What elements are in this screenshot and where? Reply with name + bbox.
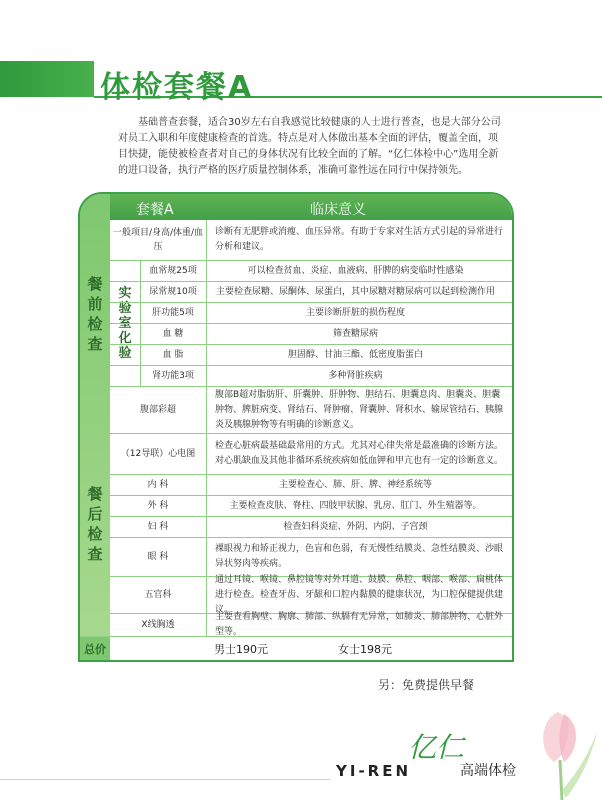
row-item: （12导联）心电图 (110, 434, 207, 474)
row-desc: 可以检查贫血、炎症、血液病、肝脾的病变临时性感染 (247, 265, 464, 276)
row-item: 妇 科 (110, 517, 207, 537)
row-desc: 腹部B超对脂肪肝、肝囊肿、肝肿物、胆结石、胆囊息肉、胆囊炎、胆囊肿物、脾脏病变、肾结石、肾肿瘤、肾囊肿、肾积水、输尿管结石、胰腺炎及胰腺肿物等有明确的诊断意义。 (215, 389, 504, 430)
row-desc: 通过耳镜、喉镜、鼻腔镜等对外耳道、鼓膜、鼻腔、咽部、喉部、扁桃体进行检查。检查牙齿、牙龈和口腔内黏膜的健康状况，为口腔保健提供建议。 (215, 574, 504, 615)
row-desc: 主要诊断肝脏的损伤程度 (305, 307, 405, 318)
footer-divider (0, 779, 330, 780)
price-female: 女士198元 (338, 643, 392, 656)
row-item: 血 脂 (140, 345, 207, 365)
row-item: 眼 科 (110, 538, 207, 576)
row-desc: 检查妇科炎症、外阴、内阴、子宫颈 (283, 521, 428, 532)
price-male: 男士190元 (214, 643, 268, 656)
row-item: 尿常规10项 (140, 282, 207, 302)
intro-paragraph: 基础普查套餐，适合30岁左右自我感觉比较健康的人士进行普查，也是大部分公司对员工入职和年度健康检查的首选。特点是对人体做出基本全面的评估，覆盖全面，项目快捷，能使被检查者对自己的身体状况有比较全面的了解。“亿仁体检中心”选用全新的进口设备，执行严格的医疗质量控制体系，准确可靠性远在同行中保持领先。 (118, 117, 501, 176)
section-label-pre: 餐前检查 (87, 275, 103, 353)
brand-logo-cn: 高端体检 (460, 763, 516, 779)
row-desc: 主要检查皮肤、脊柱、四肢甲状腺、乳房、肛门、外生殖器等。 (229, 500, 482, 511)
header-clinical: 临床意义 (310, 202, 366, 218)
row-desc: 主要检查心、肺、肝、脾、神经系统等 (278, 479, 432, 490)
total-row (80, 636, 512, 661)
table-row (110, 614, 512, 636)
row-desc: 主要查看胸壁、胸廓、肺部、纵膈有无异常，如肺炎、肺部肿物、心脏外型等。 (215, 612, 504, 637)
header-package: 套餐A (136, 202, 174, 218)
title-accent-bar (0, 61, 94, 97)
table-row (110, 517, 512, 538)
brand-logo-en: YI-REN (336, 762, 412, 780)
row-item: 血常规25项 (140, 261, 207, 281)
table-side-column (80, 194, 110, 660)
table-row (110, 261, 512, 282)
table-row (110, 220, 512, 261)
table-row (110, 366, 512, 387)
page-title: 体检套餐A (100, 70, 254, 105)
row-desc: 裸眼视力和矫正视力，色盲和色弱，有无慢性结膜炎、急性结膜炎、沙眼异状努肉等疾病。 (215, 544, 504, 569)
row-item: 血 糖 (140, 324, 207, 344)
row-desc: 主要检查尿糖、尿酮体、尿蛋白，其中尿糖对糖尿病可以起到检测作用 (215, 286, 495, 297)
row-item: 一般项目/身高/体重/血压 (110, 220, 207, 260)
tulip-decoration-icon (520, 700, 600, 800)
breakfast-note: 另：免费提供早餐 (378, 678, 475, 692)
table-row (110, 538, 512, 577)
row-item: 外 科 (110, 496, 207, 516)
lab-label: 实验室化验 (118, 286, 132, 361)
table-row (110, 303, 512, 324)
table-row (110, 387, 512, 434)
row-desc: 检查心脏病最基础最常用的方式。尤其对心律失常是最准确的诊断方法。对心肌缺血及其他非循环系统疾病如低血钾和甲亢也有一定的诊断意义。 (215, 441, 504, 466)
row-item: 内 科 (110, 475, 207, 495)
table-row (110, 475, 512, 496)
package-table (78, 192, 514, 662)
row-item: 腹部彩超 (110, 387, 207, 433)
table-row (110, 496, 512, 517)
table-row (110, 574, 512, 615)
row-desc: 诊断有无肥胖或消瘦、血压异常。有助于专家对生活方式引起的异常进行分析和建议。 (215, 227, 504, 252)
row-desc: 多种肾脏疾病 (328, 370, 383, 381)
row-item: 五官科 (110, 577, 207, 613)
table-row (110, 282, 512, 303)
row-item: X线胸透 (110, 614, 207, 636)
row-item: 肝功能5项 (140, 303, 207, 323)
table-row (110, 434, 512, 475)
table-row (110, 345, 512, 366)
row-desc: 胆固醇、甘油三酯、低密度脂蛋白 (287, 349, 423, 360)
section-label-post: 餐后检查 (87, 485, 103, 563)
row-item: 肾功能3项 (140, 366, 207, 386)
table-header (110, 194, 512, 220)
row-desc: 筛查糖尿病 (332, 328, 378, 339)
total-label: 总价 (80, 637, 110, 661)
table-row (110, 324, 512, 345)
brand-logo-mark: 亿仁 (408, 731, 465, 764)
